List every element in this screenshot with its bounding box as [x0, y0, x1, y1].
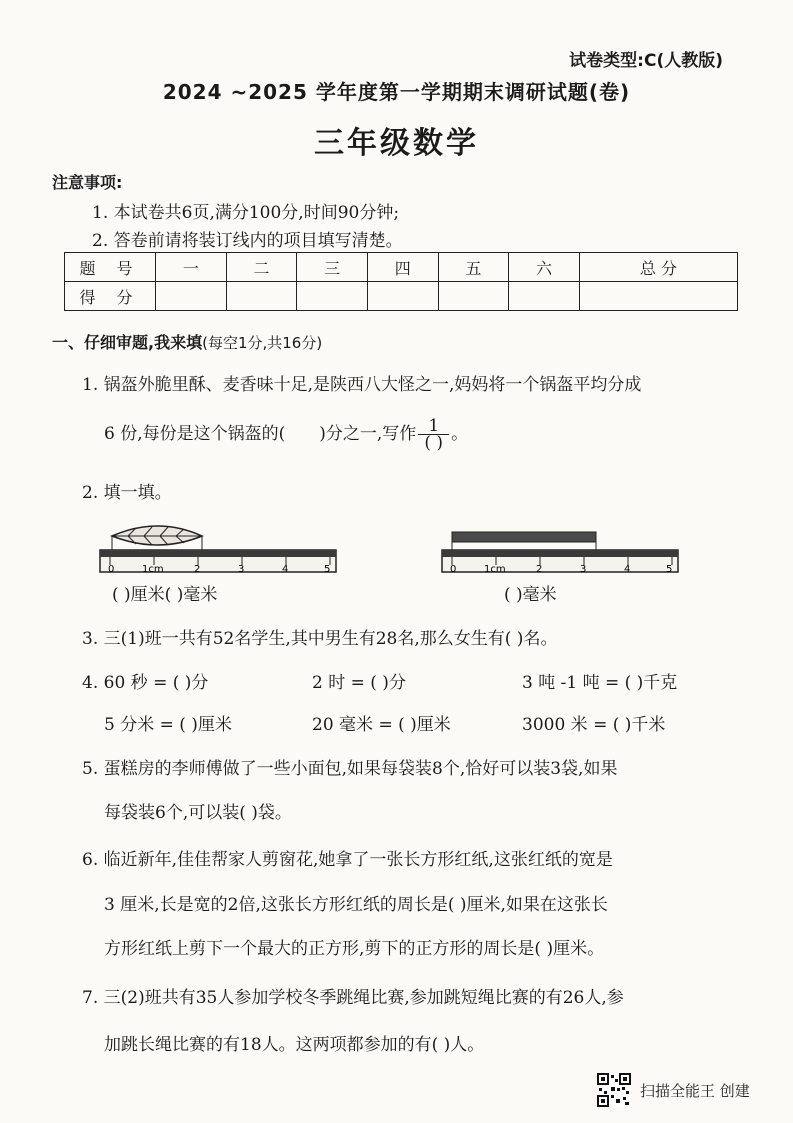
score-table-col-3: 三 — [297, 253, 368, 282]
question-4-f: 3000 米 = ( )千米 — [522, 715, 666, 735]
score-table-col-1: 一 — [156, 253, 227, 282]
question-4-e: 20 毫米 = ( )厘米 — [312, 715, 451, 735]
question-6-line-1: 6. 临近新年,佳佳帮家人剪窗花,她拿了一张长方形红纸,这张红纸的宽是 — [82, 850, 613, 870]
notice-item-2: 2. 答卷前请将装订线内的项目填写清楚。 — [92, 231, 403, 251]
ruler-label-3: 3 — [580, 564, 587, 575]
ruler-label-3: 3 — [238, 564, 245, 575]
section-1-title: 一、仔细审题,我来填 — [52, 333, 203, 352]
score-cell — [579, 282, 737, 311]
score-table-col-total: 总 分 — [579, 253, 737, 282]
score-table-row1-label: 题 号 — [65, 253, 156, 282]
question-4-b: 2 时 = ( )分 — [312, 673, 406, 693]
section-1-points: (每空1分,共16分) — [202, 334, 323, 352]
scanner-watermark: 扫描全能王 创建 — [640, 1082, 750, 1100]
ruler-label-0: 0 — [108, 564, 115, 575]
score-cell — [367, 282, 438, 311]
ruler-label-5: 5 — [324, 564, 331, 575]
question-4-d: 5 分米 = ( )厘米 — [104, 715, 232, 735]
score-table-row2-label: 得 分 — [65, 282, 156, 311]
fraction — [418, 418, 449, 451]
score-table-header-row — [65, 253, 738, 282]
question-1-text-b: )分之一,写作 — [319, 424, 417, 444]
question-4-c: 3 吨 -1 吨 = ( )千克 — [522, 673, 678, 693]
question-2-right-answer: ( )毫米 — [504, 585, 557, 605]
fraction-numerator: 1 — [418, 418, 449, 435]
score-table-col-6: 六 — [509, 253, 580, 282]
question-3: 3. 三(1)班一共有52名学生,其中男生有28名,那么女生有( )名。 — [82, 629, 558, 649]
question-1-text-a: 6 份,每份是这个锅盔的( — [104, 424, 286, 444]
question-7-line-1: 7. 三(2)班共有35人参加学校冬季跳绳比赛,参加跳短绳比赛的有26人,参 — [82, 988, 624, 1008]
ruler-icon — [100, 550, 336, 575]
question-1-line-1: 1. 锅盔外脆里酥、麦香味十足,是陕西八大怪之一,妈妈将一个锅盔平均分成 — [82, 375, 642, 395]
section-1-heading — [52, 330, 322, 353]
score-table-col-5: 五 — [438, 253, 509, 282]
ruler-leaf-figure — [98, 518, 338, 578]
score-table-score-row — [65, 282, 738, 311]
question-2: 2. 填一填。 — [82, 483, 172, 503]
ruler-icon — [442, 550, 678, 575]
ruler-label-4: 4 — [624, 564, 631, 575]
exam-subtitle: 三年级数学 — [314, 126, 479, 161]
score-cell — [438, 282, 509, 311]
ruler-label-1: 1cm — [484, 564, 506, 575]
question-1-end: 。 — [451, 424, 469, 444]
fraction-denominator: ( ) — [424, 433, 444, 453]
score-cell — [226, 282, 297, 311]
score-table-col-2: 二 — [226, 253, 297, 282]
leaf-icon — [112, 526, 202, 550]
notice-heading: 注意事项: — [52, 173, 123, 192]
question-6-line-2: 3 厘米,长是宽的2倍,这张长方形红纸的周长是( )厘米,如果在这张长 — [104, 895, 608, 915]
ruler-label-2: 2 — [536, 564, 543, 575]
ruler-label-2: 2 — [194, 564, 201, 575]
question-6-line-3: 方形红纸上剪下一个最大的正方形,剪下的正方形的周长是( )厘米。 — [104, 939, 605, 959]
stick-icon — [452, 532, 596, 550]
question-1-line-2 — [104, 418, 468, 451]
question-7-line-2: 加跳长绳比赛的有18人。这两项都参加的有( )人。 — [104, 1035, 485, 1055]
score-cell — [509, 282, 580, 311]
qr-code-icon — [597, 1073, 631, 1107]
ruler-label-4: 4 — [282, 564, 289, 575]
question-4-a: 4. 60 秒 = ( )分 — [82, 673, 209, 693]
ruler-label-0: 0 — [450, 564, 457, 575]
question-2-left-answer: ( )厘米( )毫米 — [112, 585, 218, 605]
ruler-label-1: 1cm — [142, 564, 164, 575]
question-5-line-2: 每袋装6个,可以装( )袋。 — [104, 803, 292, 823]
score-cell — [297, 282, 368, 311]
paper-type-label: 试卷类型:C(人教版) — [569, 51, 723, 71]
question-5-line-1: 5. 蛋糕房的李师傅做了一些小面包,如果每袋装8个,恰好可以装3袋,如果 — [82, 759, 618, 779]
score-table — [64, 252, 738, 311]
exam-title: 2024 ~2025 学年度第一学期期末调研试题(卷) — [162, 80, 631, 104]
ruler-stick-figure — [440, 518, 680, 578]
ruler-label-5: 5 — [666, 564, 673, 575]
score-cell — [156, 282, 227, 311]
notice-item-1: 1. 本试卷共6页,满分100分,时间90分钟; — [92, 203, 400, 223]
score-table-col-4: 四 — [367, 253, 438, 282]
